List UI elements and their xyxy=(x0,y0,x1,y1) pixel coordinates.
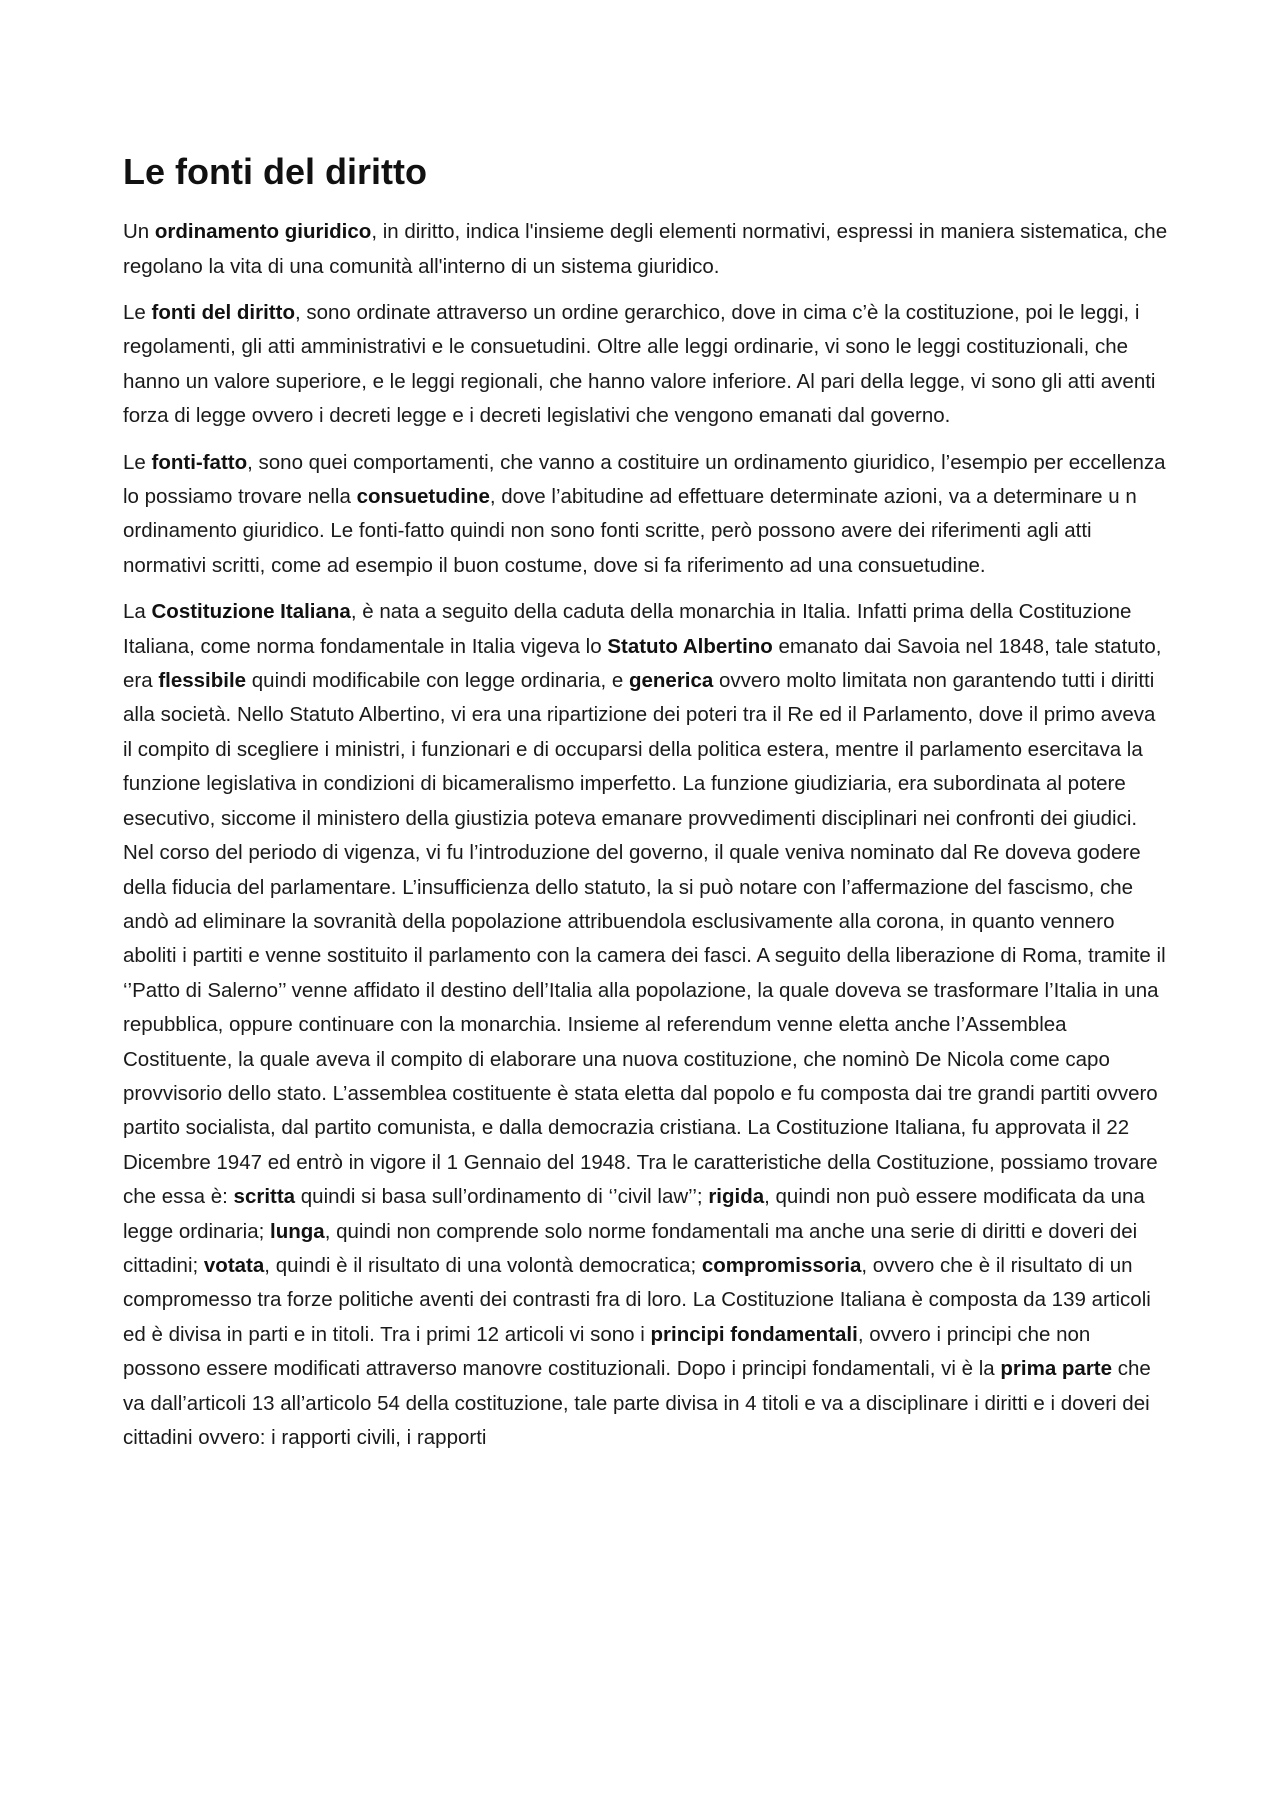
text-run: , dove l’abitudine ad effettuare determinate azioni, va a determinare u n ordinamento giuridico. Le fonti-fatto quindi non sono fonti scritte, però possono avere dei riferimenti agli atti normativi scritti, come ad esempio il buon costume, dove si fa riferimento ad una consuetudine. xyxy=(123,485,1137,577)
document-page xyxy=(123,150,1168,1467)
bold-term: fonti del diritto xyxy=(151,301,295,324)
bold-term: scritta xyxy=(233,1185,296,1209)
text-run: , sono ordinate attraverso un ordine gerarchico, dove in cima c’è la costituzione, poi le leggi, i regolamenti, gli atti amministrativi e le consuetudini. Oltre alle leggi ordinarie, vi sono le leggi costituzionali, che hanno un valore superiore, e le leggi regionali, che hanno valore inferiore. Al pari della legge, vi sono gli atti aventi forza di legge ovvero i decreti legge e i decreti legislativi che vengono emanati dal governo. xyxy=(123,301,1156,428)
document-title: Le fonti del diritto xyxy=(123,151,427,192)
bold-term: consuetudine xyxy=(356,485,490,509)
text-run: , ovvero che è il risultato di un compromesso tra forze politiche aventi dei contrasti fra di loro. La Costituzione Italiana è composta da 139 articoli ed è divisa in parti e in titoli. Tra i primi 12 articoli vi sono i xyxy=(123,1253,1151,1346)
paragraph-ordinamento xyxy=(123,215,1168,284)
text-run: , sono quei comportamenti, che vanno a costituire un ordinamento giuridico, l’esempio per eccellenza lo possiamo trovare nella xyxy=(123,450,1166,509)
text-run: quindi modificabile con legge ordinaria, e xyxy=(246,669,629,693)
text-run: ovvero molto limitata non garantendo tutti i diritti alla società. Nello Statuto Albertino, vi era una ripartizione dei poteri tra il Re ed il Parlamento, dove il primo aveva il compito di scegliere i ministri, i funzionari e di occuparsi della politica estera, mentre il parlamento esercitava la funzione legislativa in condizioni di bicameralismo imperfetto. La funzione giudiziaria, era subordinata al potere esecutivo, siccome il ministero della giustizia poteva emanare provvedimenti disciplinari nei confronti dei giudici. Nel corso del periodo di vigenza, vi fu l’introduzione del governo, il quale veniva nominato dal Re doveva godere della fiducia del parlamentare. L’insufficienza dello statuto, la si può notare con l’affermazione del fascismo, che andò ad eliminare la sovranità della popolazione attribuendola esclusivamente alla corona, in quanto vennero aboliti i partiti e venne sostituito il parlamento con la camera dei fasci. A seguito della liberazione di Roma, tramite il ‘’Patto di Salerno’’ venne affidato il destino dell’Italia alla popolazione, la quale doveva se trasformare l’Italia in una repubblica, oppure continuare con la monarchia. Insieme al referendum venne eletta anche l’Assemblea Costituente, la quale aveva il compito di elaborare una nuova costituzione, che nominò De Nicola come capo provvisorio dello stato. L’assemblea costituente è stata eletta dal popolo e fu composta dai tre grandi partiti ovvero partito socialista, dal partito comunista, e dalla democrazia cristiana. La Costituzione Italiana, fu approvata il 22 Dicembre 1947 ed entrò in vigore il 1 Gennaio del 1948. Tra le caratteristiche della Costituzione, possiamo trovare che essa è: xyxy=(123,669,1166,1209)
text-run: La xyxy=(123,600,152,624)
text-run: Le xyxy=(123,301,152,324)
text-run: , quindi è il risultato di una volontà democratica; xyxy=(264,1253,702,1277)
bold-term: compromissoria xyxy=(701,1253,862,1277)
paragraph-costituzione xyxy=(123,595,1168,1455)
bold-term: prima parte xyxy=(1000,1357,1113,1381)
text-run: , ovvero i principi che non possono essere modificati attraverso manovre costituzionali. Dopo i principi fondamentali, vi è la xyxy=(123,1322,1091,1381)
bold-term: votata xyxy=(203,1253,265,1277)
text-run: che va dall’articoli 13 all’articolo 54 della costituzione, tale parte divisa in 4 titoli e va a disciplinare i diritti e i doveri dei cittadini ovvero: i rapporti civili, i rapporti xyxy=(123,1357,1151,1449)
bold-term: Statuto Albertino xyxy=(607,634,773,658)
text-run: Le xyxy=(123,450,152,474)
paragraph-fonti-fatto xyxy=(123,446,1168,584)
text-run: , in diritto, indica l'insieme degli elementi normativi, espressi in maniera sistematica, che regolano la vita di una comunità all'interno di un sistema giuridico. xyxy=(123,220,1168,278)
text-run: , è nata a seguito della caduta della monarchia in Italia. Infatti prima della Costituzione Italiana, come norma fondamentale in Italia vigeva lo xyxy=(123,600,1132,658)
bold-term: principi fondamentali xyxy=(650,1322,858,1346)
bold-term: generica xyxy=(628,669,714,693)
text-run: quindi si basa sull’ordinamento di ‘’civil law’’; xyxy=(295,1185,709,1209)
paragraph-fonti-diritto xyxy=(123,296,1168,434)
bold-term: Costituzione Italiana xyxy=(151,600,351,624)
text-run: Un xyxy=(123,220,155,244)
bold-term: fonti-fatto xyxy=(151,450,248,474)
bold-term: lunga xyxy=(270,1219,325,1243)
text-run: , quindi non può essere modificata da una legge ordinaria; xyxy=(123,1185,1145,1243)
bold-term: rigida xyxy=(708,1185,765,1209)
text-run: , quindi non comprende solo norme fondamentali ma anche una serie di diritti e doveri dei cittadini; xyxy=(123,1219,1138,1277)
bold-term: ordinamento giuridico xyxy=(154,220,372,244)
bold-term: flessibile xyxy=(158,669,247,693)
text-run: emanato dai Savoia nel 1848, tale statuto, era xyxy=(123,634,1162,693)
